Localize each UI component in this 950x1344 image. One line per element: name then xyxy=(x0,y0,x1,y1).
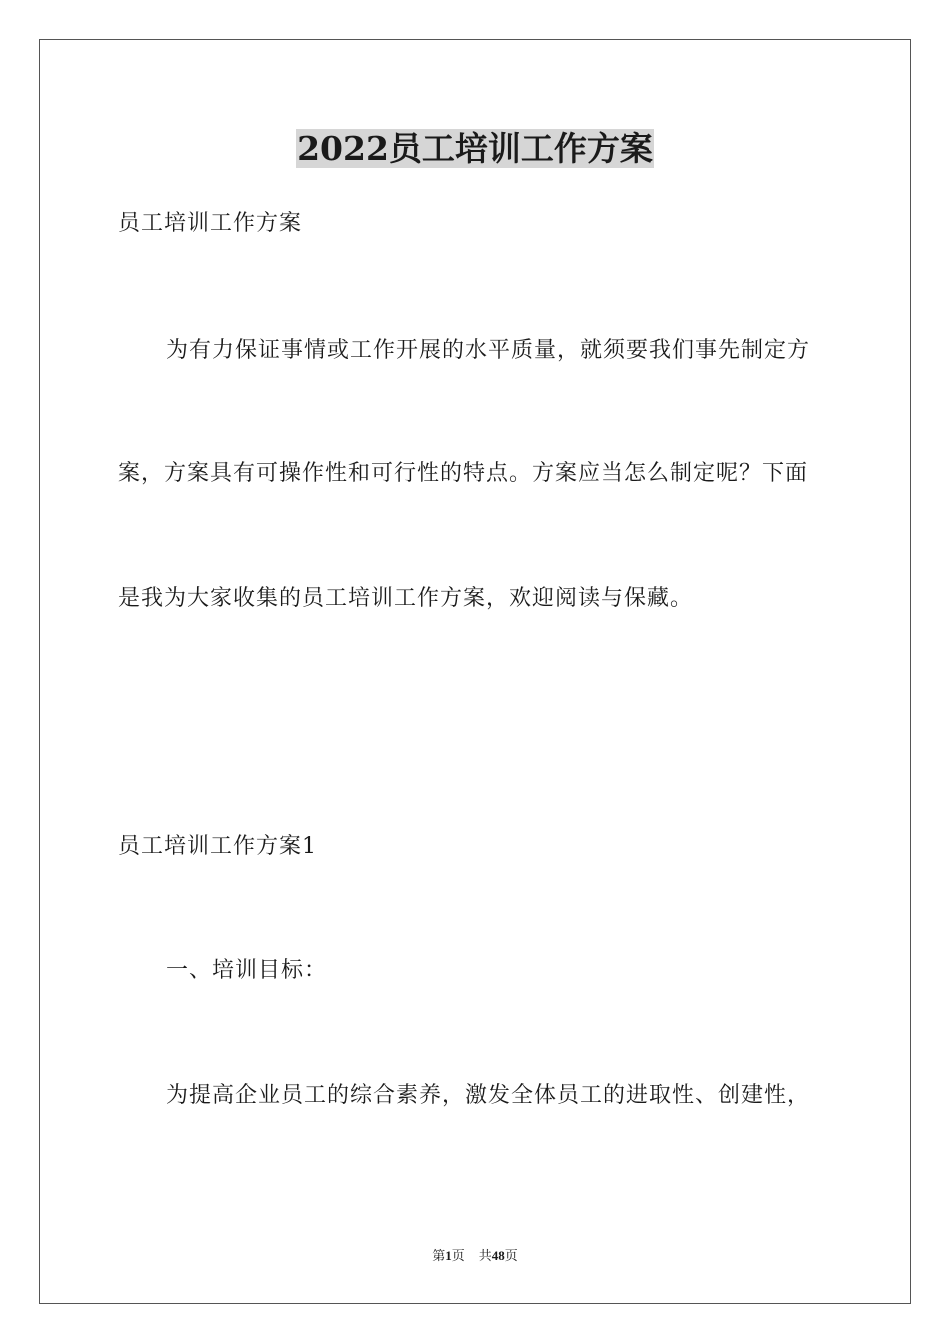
paragraph-line: 案，方案具有可操作性和可行性的特点。方案应当怎么制定呢？下面 xyxy=(118,461,809,486)
page-prefix: 第 xyxy=(432,1248,446,1263)
section-heading: 员工培训工作方案1 xyxy=(118,834,317,859)
page-footer xyxy=(0,1247,950,1265)
paragraph-line: 为提高企业员工的综合素养，激发全体员工的进取性、创建性， xyxy=(166,1083,811,1108)
page-suffix: 页 xyxy=(451,1248,465,1263)
document-title-text: 2022员工培训工作方案 xyxy=(297,129,653,168)
subsection-heading: 一、培训目标： xyxy=(166,958,328,983)
total-pages: 48 xyxy=(491,1248,505,1263)
page-number: 1 xyxy=(445,1248,452,1263)
total-prefix: 共 xyxy=(478,1248,492,1263)
total-suffix: 页 xyxy=(504,1248,518,1263)
subtitle-line: 员工培训工作方案 xyxy=(118,211,303,236)
document-title xyxy=(0,126,950,172)
paragraph-line: 为有力保证事情或工作开展的水平质量，就须要我们事先制定方 xyxy=(166,338,811,363)
paragraph-line: 是我为大家收集的员工培训工作方案，欢迎阅读与保藏。 xyxy=(118,586,694,611)
